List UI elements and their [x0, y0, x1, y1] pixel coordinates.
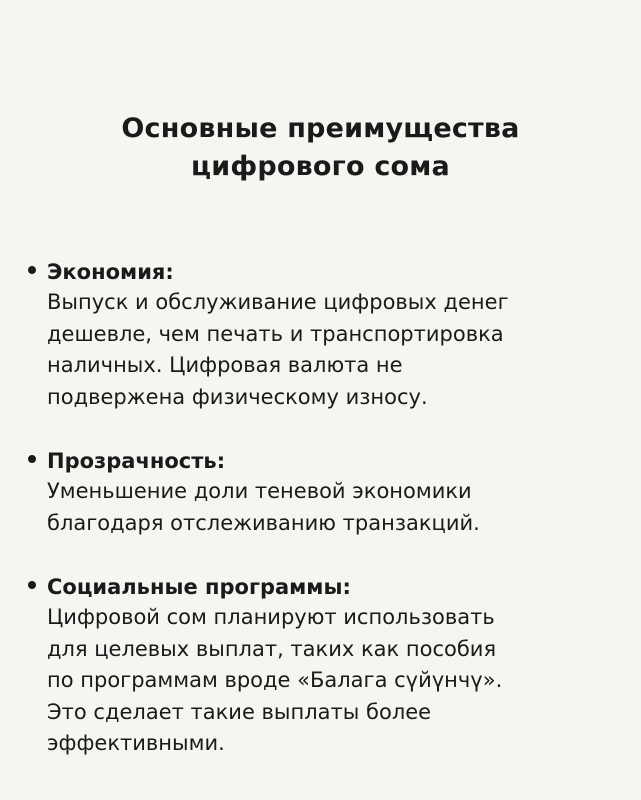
item-text-line: по программам вроде «Балага сүйүнчү».	[47, 668, 503, 692]
list-item-social-programs	[28, 573, 618, 760]
item-heading: Прозрачность:	[47, 449, 226, 473]
item-text-line: эффективными.	[47, 731, 225, 755]
item-heading: Социальные программы:	[47, 575, 351, 599]
item-text-line: Уменьшение доли теневой экономики	[47, 479, 472, 503]
page-title	[0, 110, 641, 186]
item-text-line: подвержена физическому износу.	[47, 384, 428, 409]
item-text-line: Цифровой сом планируют использовать	[47, 605, 495, 629]
item-body	[47, 476, 618, 539]
title-line-1: Основные преимущества	[121, 113, 520, 144]
item-text-line: Выпуск и обслуживание цифровых денег	[47, 290, 509, 314]
item-text-line: наличных. Цифровая валюта не	[47, 353, 403, 377]
title-line-2: цифрового сома	[191, 151, 450, 182]
bullet-icon	[28, 581, 36, 589]
benefits-list	[28, 258, 618, 794]
item-text-line: благодаря отслеживанию транзакций.	[47, 510, 480, 535]
item-text-line: Это сделает такие выплаты более	[47, 699, 432, 724]
item-body	[47, 287, 618, 413]
item-body	[47, 602, 618, 760]
list-item-economy	[28, 258, 618, 413]
item-heading: Экономия:	[47, 260, 174, 284]
bullet-icon	[28, 455, 36, 463]
bullet-icon	[28, 266, 36, 274]
item-text-line: для целевых выплат, таких как пособия	[47, 636, 497, 661]
list-item-transparency	[28, 447, 618, 539]
item-text-line: дешевле, чем печать и транспортировка	[47, 321, 504, 346]
